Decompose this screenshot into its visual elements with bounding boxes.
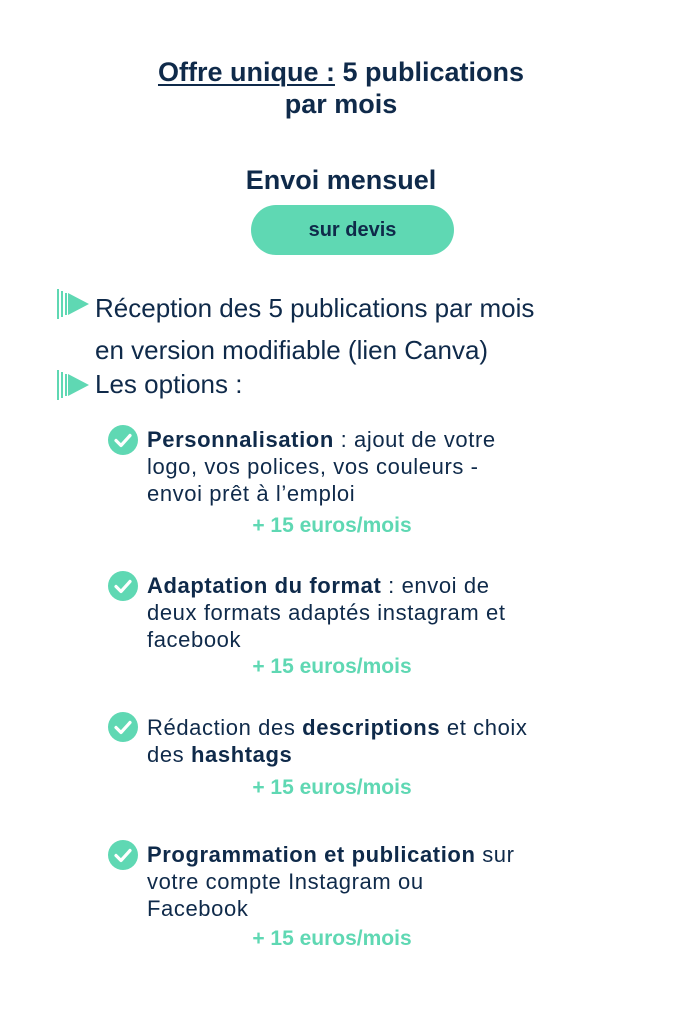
play-arrow-icon xyxy=(55,285,91,323)
option-desc-line3: Facebook xyxy=(147,896,249,921)
option-desc-line2: votre compte Instagram ou xyxy=(147,869,424,894)
option-desc-line2: deux formats adaptés instagram et xyxy=(147,600,506,625)
check-circle-icon xyxy=(107,570,139,602)
option-desc: sur xyxy=(475,842,515,867)
check-circle-icon xyxy=(107,839,139,871)
option-name-hashtags: hashtags xyxy=(190,742,293,767)
offer-title xyxy=(0,56,682,88)
option-desc-line3: facebook xyxy=(147,627,242,652)
check-circle-icon xyxy=(107,711,139,743)
option-desc-line2: logo, vos polices, vos couleurs - xyxy=(147,454,479,479)
option-redaction xyxy=(147,714,647,768)
bullet-reception xyxy=(95,287,534,371)
option-price: + 15 euros/mois xyxy=(252,927,412,950)
option-desc: : envoi de xyxy=(381,573,490,598)
option-desc-pre: Rédaction des xyxy=(147,715,303,740)
option-desc: : ajout de votre xyxy=(333,427,496,452)
option-price: + 15 euros/mois xyxy=(252,776,412,799)
option-name: Programmation et publication xyxy=(147,842,476,867)
option-personnalisation xyxy=(147,426,647,507)
option-desc-line3: envoi prêt à l’emploi xyxy=(147,481,356,506)
option-name: Personnalisation xyxy=(147,427,334,452)
offer-title-line2: par mois xyxy=(284,89,398,119)
option-name: descriptions xyxy=(302,715,441,740)
option-programmation xyxy=(147,841,647,922)
option-adaptation xyxy=(147,572,647,653)
check-circle-icon xyxy=(107,424,139,456)
subtitle: Envoi mensuel xyxy=(245,165,437,195)
bullet-reception-line2: en version modifiable (lien Canva) xyxy=(95,335,489,365)
bullet-reception-line1: Réception des 5 publications par mois xyxy=(95,293,535,323)
bullet-options: Les options : xyxy=(95,369,243,399)
offer-title-rest: 5 publications xyxy=(334,57,525,87)
option-desc: et choix xyxy=(440,715,528,740)
option-price: + 15 euros/mois xyxy=(252,514,412,537)
option-name: Adaptation du format xyxy=(147,573,382,598)
option-price: + 15 euros/mois xyxy=(252,655,412,678)
option-desc-line2-pre: des xyxy=(147,742,191,767)
play-arrow-icon xyxy=(55,366,91,404)
quote-badge: sur devis xyxy=(251,205,454,255)
offer-title-underlined: Offre unique : xyxy=(157,57,335,87)
